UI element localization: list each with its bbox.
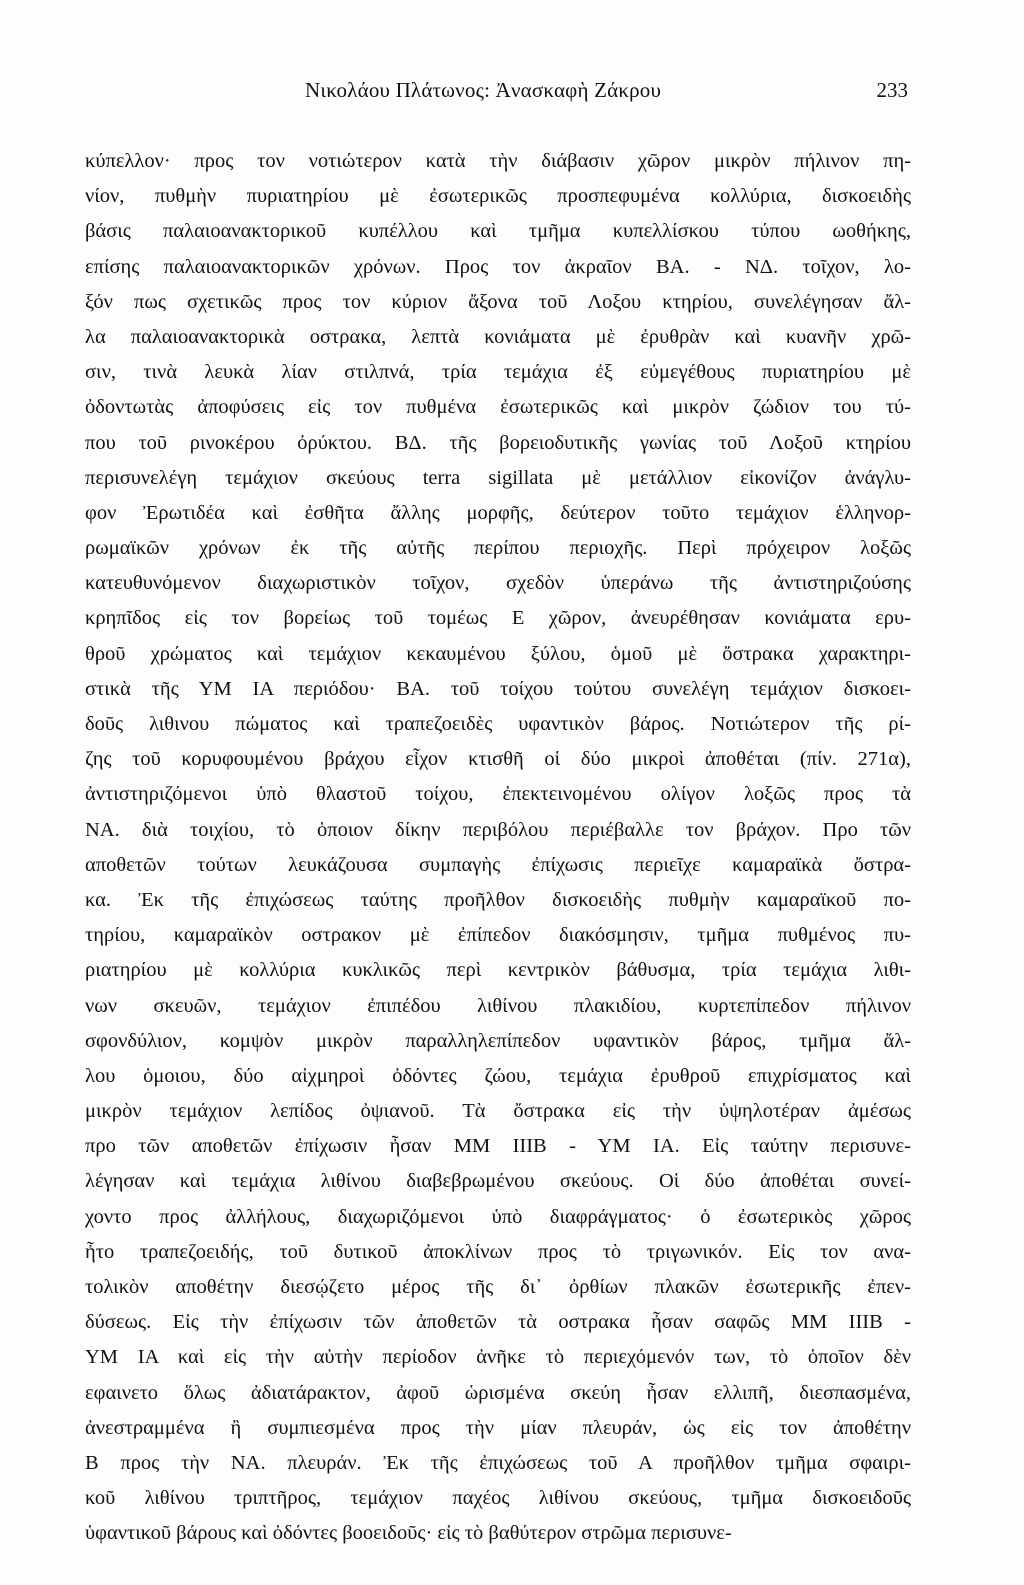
text-line: θροῦ χρώματος καὶ τεμάχιον κεκαυμένου ξύλου, ὁμοῦ μὲ ὄστρακα χαρακτηρι- (85, 642, 911, 665)
text-line: ξόν πως σχετικῶς προς τον κύριον ἄξονα τοῦ Λοξου κτηρίου, συνελέγησαν ἄλ- (85, 290, 911, 313)
text-line: χοντο προς ἀλλήλους, διαχωριζόμενοι ὑπὸ διαφράγματος· ὁ ἐσωτερικὸς χῶρος (85, 1205, 911, 1228)
text-line: λα παλαιοανακτορικὰ οστρακα, λεπτὰ κονιάματα μὲ ἐρυθρὰν καὶ κυανῆν χρῶ- (85, 325, 911, 348)
text-line: ὀδοντωτὰς ἀποφύσεις εἰς τον πυθμένα ἐσωτερικῶς καὶ μικρὸν ζώδιον του τύ- (85, 396, 911, 419)
text-line: αποθετῶν τούτων λευκάζουσα συμπαγὴς ἐπίχωσις περιεῖχε καμαραϊκὰ ὄστρα- (85, 853, 911, 876)
text-line: κα. Ἐκ τῆς ἐπιχώσεως ταύτης προῆλθον δισκοειδὴς πυθμὴν καμαραϊκοῦ πο- (85, 888, 911, 911)
text-line: ἀνεστραμμένα ἢ συμπιεσμένα προς τὴν μίαν πλευράν, ὡς εἰς τον ἀποθέτην (85, 1416, 911, 1439)
text-line: ἦτο τραπεζοειδής, τοῦ δυτικοῦ ἀποκλίνων προς τὸ τριγωνικόν. Εἰς τον ανα- (85, 1240, 911, 1263)
text-line: νίον, πυθμὴν πυριατηρίου μὲ ἐσωτερικῶς προσπεφυμένα κολλύρια, δισκοειδὴς (85, 185, 911, 208)
text-line: ΝΑ. διὰ τοιχίου, τὸ ὁποιον δίκην περιβόλου περιέβαλλε τον βράχον. Προ τῶν (85, 818, 911, 841)
text-line: κύπελλον· προς τον νοτιώτερον κατὰ τὴν διάβασιν χῶρον μικρὸν πήλινον πη- (85, 150, 911, 172)
text-line: που τοῦ ρινοκέρου ὀρύκτου. ΒΔ. τῆς βορειοδυτικῆς γωνίας τοῦ Λοξοῦ κτηρίου (85, 431, 911, 454)
text-line: λέγησαν καὶ τεμάχια λιθίνου διαβεβρωμένου σκεύους. Οἱ δύο ἀποθέται συνεί- (85, 1170, 911, 1193)
text-line: ριατηρίου μὲ κολλύρια κυκλικῶς περὶ κεντρικὸν βάθυσμα, τρία τεμάχια λιθι- (85, 959, 911, 982)
text-line: δοῦς λιθινου πώματος καὶ τραπεζοειδὲς υφαντικὸν βάρος. Νοτιώτερον τῆς ρί- (85, 713, 911, 735)
text-line: βάσις παλαιοανακτορικοῦ κυπέλλου καὶ τμῆμα κυπελλίσκου τύπου ωοθήκης, (85, 220, 911, 243)
text-line: λου ὁμοιου, δύο αἰχμηροὶ ὀδόντες ζώου, τεμάχια ἐρυθροῦ επιχρίσματος καὶ (85, 1064, 911, 1087)
running-head-title: Νικολάου Πλάτωνος: Ἀνασκαφὴ Ζάκρου (305, 78, 662, 102)
text-line: κατευθυνόμενον διαχωριστικὸν τοῖχον, σχεδὸν ὑπεράνω τῆς ἀντιστηριζούσης (85, 572, 911, 595)
text-line: κρηπῖδος εἰς τον βορείως τοῦ τομέως Ε χῶρον, ἀνευρέθησαν κονιάματα ερυ- (85, 607, 911, 630)
text-line: εφαινετο ὅλως ἀδιατάρακτον, ἀφοῦ ὡρισμένα σκεύη ἦσαν ελλιπῆ, διεσπασμένα, (85, 1381, 911, 1404)
text-line: φον Ἐρωτιδέα καὶ ἐσθῆτα ἄλλης μορφῆς, δεύτερον τοῦτο τεμάχιον ἑλληνορ- (85, 501, 911, 524)
text-line: νων σκευῶν, τεμάχιον ἐπιπέδου λιθίνου πλακιδίου, κυρτεπίπεδον πήλινον (85, 994, 911, 1017)
text-line: δύσεως. Εἰς τὴν ἐπίχωσιν τῶν ἀποθετῶν τὰ οστρακα ἦσαν σαφῶς ΜΜ ΙΙΙΒ - (85, 1311, 911, 1334)
text-line: σφονδύλιον, κομψὸν μικρὸν παραλληλεπίπεδον υφαντικὸν βάρος, τμῆμα ἄλ- (85, 1029, 911, 1052)
text-line: προ τῶν αποθετῶν ἐπίχωσιν ἦσαν ΜΜ ΙΙΙΒ - ΥΜ ΙΑ. Εἰς ταύτην περισυνε- (85, 1135, 911, 1158)
text-line: ΥΜ ΙΑ καὶ εἰς τὴν αὐτὴν περίοδον ἀνῆκε τὸ περιεχόμενόν των, τὸ ὁποῖον δὲν (85, 1346, 911, 1369)
text-line: μικρὸν τεμάχιον λεπίδος ὀψιανοῦ. Τὰ ὄστρακα εἰς τὴν ὑψηλοτέραν ἀμέσως (85, 1100, 911, 1123)
text-line: στικὰ τῆς ΥΜ ΙΑ περιόδου· ΒΑ. τοῦ τοίχου τούτου συνελέγη τεμάχιον δισκοει- (85, 677, 911, 700)
text-line: περισυνελέγη τεμάχιον σκεύους terra sigillata μὲ μετάλλιον εἰκονίζον ἀνάγλυ- (85, 466, 911, 489)
text-line: τηρίου, καμαραϊκὸν οστρακον μὲ ἐπίπεδον διακόσμησιν, τμῆμα πυθμένος πυ- (85, 924, 911, 947)
text-line: ρωμαϊκῶν χρόνων ἐκ τῆς αὐτῆς περίπου περιοχῆς. Περὶ πρόχειρον λοξῶς (85, 537, 911, 560)
text-line: επίσης παλαιοανακτορικῶν χρόνων. Προς τον ἀκραῖον ΒΑ. - ΝΔ. τοῖχον, λο- (85, 255, 911, 278)
body-text (85, 144, 911, 1552)
text-line: Β προς τὴν ΝΑ. πλευράν. Ἐκ τῆς ἐπιχώσεως τοῦ Α προῆλθον τμῆμα σφαιρι- (85, 1451, 911, 1474)
text-line: ἀντιστηριζόμενοι ὑπὸ θλαστοῦ τοίχου, ἐπεκτεινομένου ολίγον λοξῶς προς τὰ (85, 783, 911, 806)
text-line: ὑφαντικοῦ βάρους καὶ ὀδόντες βοοειδοῦς· εἰς τὸ βαθύτερον στρῶμα περισυνε- (85, 1522, 732, 1545)
text-line: κοῦ λιθίνου τριπτῆρος, τεμάχιον παχέος λιθίνου σκεύους, τμῆμα δισκοειδοῦς (85, 1487, 911, 1510)
text-line: τολικὸν αποθέτην διεσῴζετο μέρος τῆς δι᾽ ὀρθίων πλακῶν ἐσωτερικῆς ἐπεν- (85, 1276, 911, 1298)
text-line: ζης τοῦ κορυφουμένου βράχου εἶχον κτισθῆ οἱ δύο μικροὶ ἀποθέται (πίν. 271α), (85, 748, 911, 771)
text-line: σιν, τινὰ λευκὰ λίαν στιλπνά, τρία τεμάχια ἐξ εὐμεγέθους πυριατηρίου μὲ (85, 361, 911, 384)
page-number: 233 (876, 78, 908, 102)
